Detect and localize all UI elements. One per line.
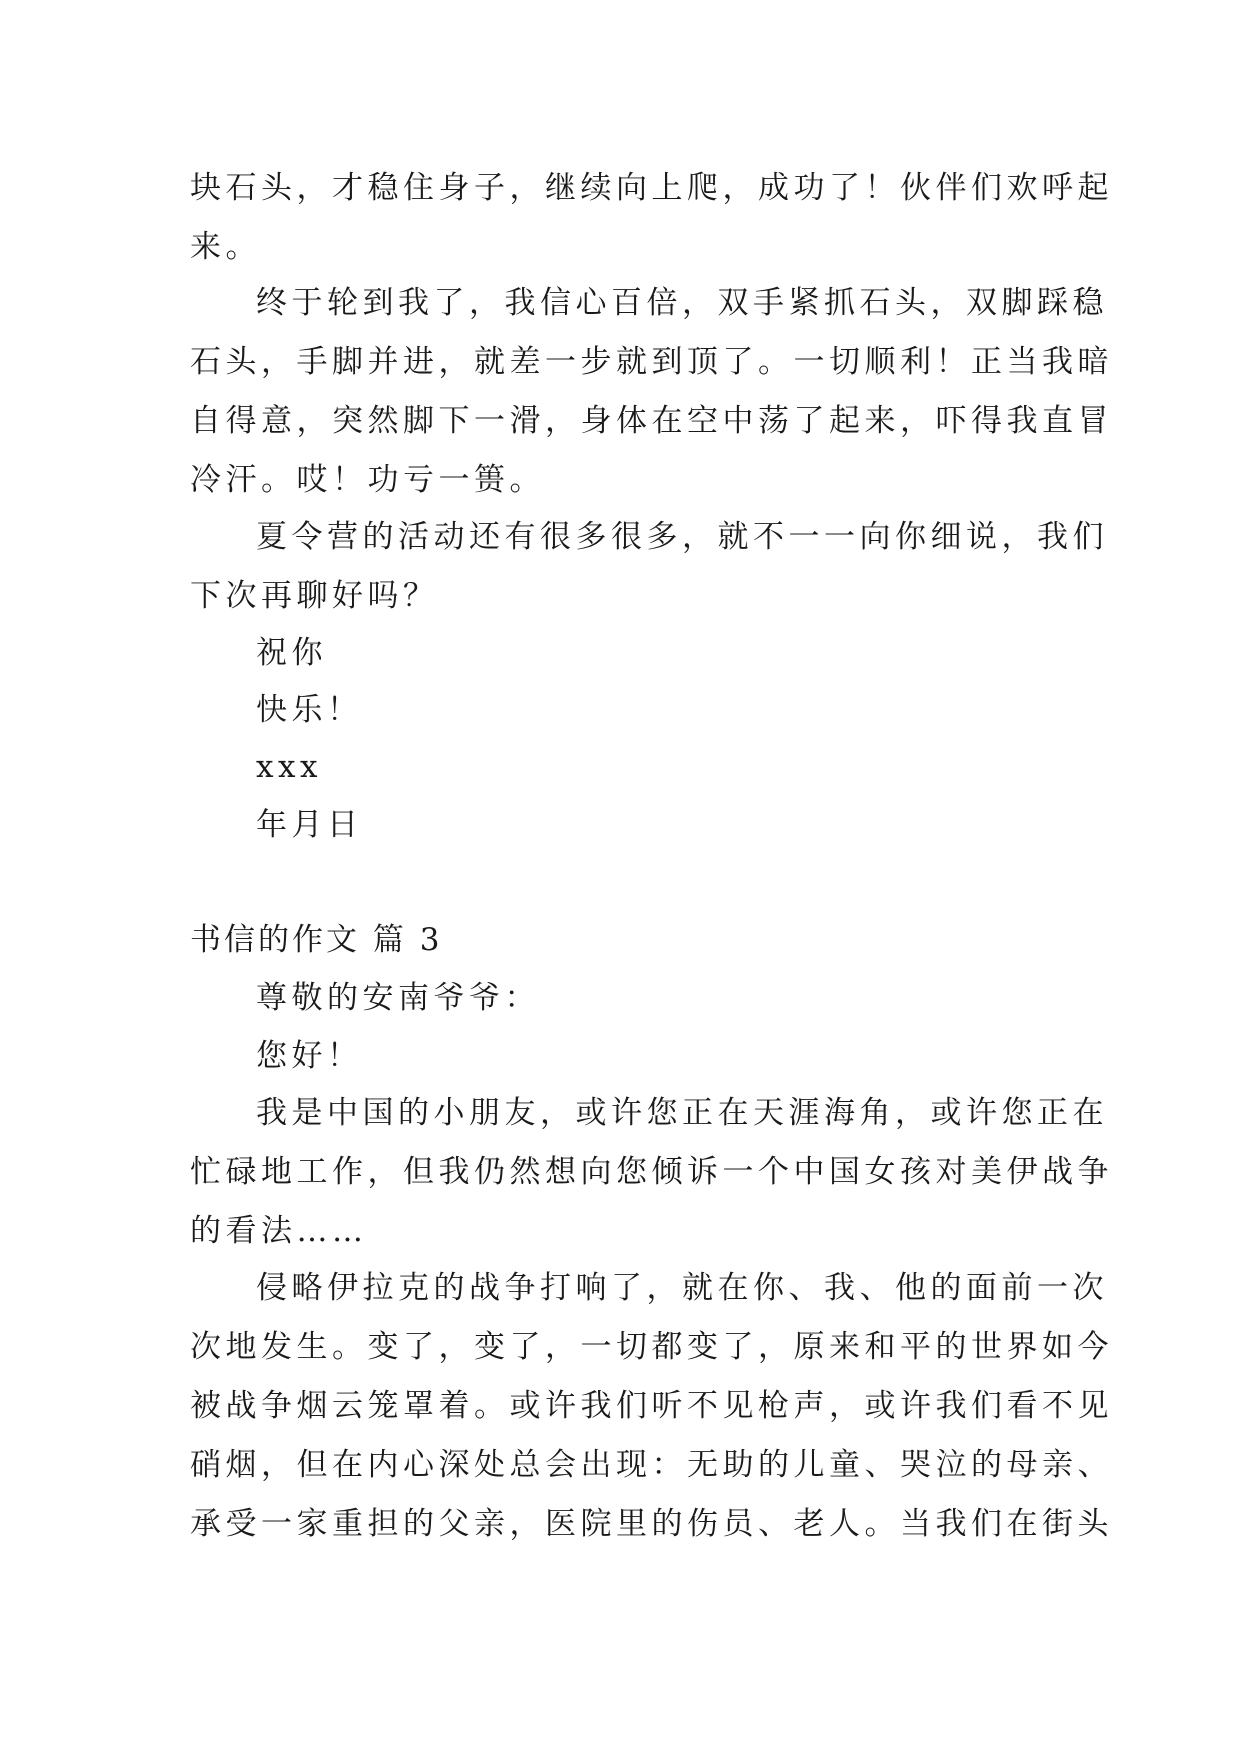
text-line: 硝烟，但在内心深处总会出现：无助的儿童、哭泣的母亲、 [190,1447,1113,1483]
paragraph-start-line: 我是中国的小朋友，或许您正在天涯海角，或许您正在 [256,1095,1108,1131]
greeting: 您好！ [256,1038,363,1074]
text-line: 自得意，突然脚下一滑，身体在空中荡了起来，吓得我直冒 [190,403,1113,439]
salutation: 尊敬的安南爷爷： [256,980,540,1016]
text-line: 的看法…… [190,1213,368,1249]
text-line: 冷汗。哎！功亏一篑。 [190,462,545,498]
text-line: 承受一家重担的父亲，医院里的伤员、老人。当我们在街头 [190,1506,1113,1542]
text-line: 忙碌地工作，但我仍然想向您倾诉一个中国女孩对美伊战争 [190,1154,1113,1190]
text-line: 下次再聊好吗？ [190,578,439,614]
paragraph-start-line: 夏令营的活动还有很多很多，就不一一向你细说，我们 [256,519,1108,555]
section-heading: 书信的作文 篇 3 [190,922,443,958]
closing-greeting: 祝你 [256,635,327,671]
letter-date: 年月日 [256,807,363,843]
text-line: 石头，手脚并进，就差一步就到顶了。一切顺利！正当我暗 [190,344,1113,380]
text-line: 被战争烟云笼罩着。或许我们听不见枪声，或许我们看不见 [190,1388,1113,1424]
text-line: 块石头，才稳住身子，继续向上爬，成功了！伙伴们欢呼起 [190,170,1113,206]
paragraph-start-line: 终于轮到我了，我信心百倍，双手紧抓石头，双脚踩稳 [256,285,1108,321]
paragraph-start-line: 侵略伊拉克的战争打响了，就在你、我、他的面前一次 [256,1270,1108,1306]
text-line: 次地发生。变了，变了，一切都变了，原来和平的世界如今 [190,1329,1113,1365]
closing-wish: 快乐！ [256,692,363,728]
text-line: 来。 [190,229,261,265]
signature: xxx [256,749,322,785]
